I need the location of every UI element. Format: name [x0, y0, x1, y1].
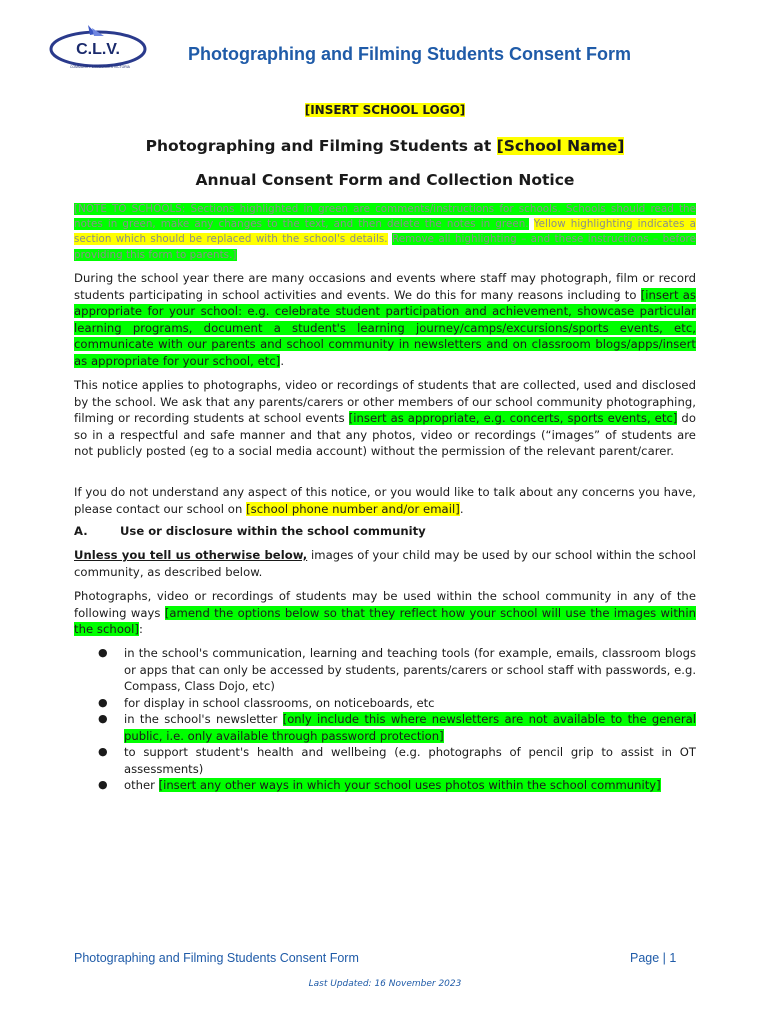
section-number: A.	[74, 524, 88, 538]
paragraph-unless	[74, 547, 696, 580]
footer-title: Photographing and Filming Students Consent Form	[74, 951, 359, 965]
clv-logo	[48, 22, 152, 74]
note-yellow: Yellow highlighting indicates a section which should be replaced with the school's details.	[74, 218, 696, 246]
list-item: ● in the school's communication, learning and teaching tools (for example, emails, classroom blogs or apps that can only be accessed by students, parents/carers or school staff with passwords, e.g. Compass, Class Dojo, etc)	[98, 646, 696, 693]
para2-text: This notice applies to photographs, video or recordings of students that are collected, used and disclosed by the school. We ask that any parents/carers or other members of our school community photographing, filming or recording students at school events	[74, 378, 696, 425]
school-name-placeholder: [School Name]	[496, 137, 625, 155]
paragraph-contact	[74, 484, 696, 517]
page-number: Page | 1	[630, 951, 677, 965]
paragraph-ways	[74, 588, 696, 638]
para5-end: :	[138, 622, 143, 636]
section-a-heading	[74, 524, 426, 538]
insert-logo-placeholder	[74, 103, 696, 117]
logo-text: C.L.V.	[76, 41, 120, 58]
bullet-icon: ●	[98, 695, 108, 709]
para2-green: [insert as appropriate, e.g. concerts, sports events, etc]	[348, 411, 678, 425]
paragraph-occasions	[74, 270, 696, 369]
insert-logo-text: [INSERT SCHOOL LOGO]	[304, 103, 466, 117]
para3-text: If you do not understand any aspect of this notice, or you would like to talk about any concerns you have, please contact our school on	[74, 485, 696, 516]
list-item: ● for display in school classrooms, on noticeboards, etc	[98, 695, 435, 710]
para5-green: [amend the options below so that they reflect how your school will use the images within the school]	[74, 605, 696, 636]
para2-end: do so in a respectful and safe manner and that any photos, video or recordings (“images” of students are not publicly posted (eg to a social media account) without the permission of the relevant parent/carer.	[74, 411, 696, 458]
note-to-schools	[74, 202, 696, 263]
para4-text: images of your child may be used by our school within the school community, as described below.	[74, 548, 696, 579]
logo-subtext: COMMUNITY LANGUAGES VICTORIA	[70, 65, 130, 69]
last-updated: Last Updated: 16 November 2023	[308, 979, 462, 989]
school-contact-placeholder: [school phone number and/or email]	[246, 501, 460, 516]
bullet-icon: ●	[98, 745, 108, 758]
note-green-2: Remove all highlighting – and these instructions – before providing this form to parents.]	[74, 233, 697, 261]
document-heading	[74, 137, 696, 155]
paragraph-notice-applies	[74, 377, 696, 460]
para1-text: During the school year there are many occasions and events where staff may photograph, film or record students participating in school activities and events. We do this for many reasons including to	[74, 271, 696, 302]
heading-text: Photographing and Filming Students at	[145, 137, 497, 155]
para3-end: .	[459, 501, 464, 516]
section-title: Use or disclosure within the school community	[120, 524, 426, 538]
para1-green: [insert as appropriate for your school: e.g. celebrate student participation and achievement, showcase particular learning programs, document a student's learning journey/camps/excursions/sports events, etc, communicate with our parents and school community in newsletters and on classroom blogs/apps/insert as appropriate for your school, etc]	[74, 287, 696, 368]
note-green-1: [NOTE TO SCHOOLS: Sections highlighted in green are comments/instructions for schools. Schools should read the notes in green, make any changes to the text, and then delete the notes in green.	[74, 203, 696, 231]
bullet-icon: ●	[98, 778, 108, 791]
para1-end: .	[280, 353, 285, 368]
list-item: ● in the school's newsletter [only include this where newsletters are not available to the general public, i.e. only available through password protection]	[98, 712, 696, 743]
list-item: ● to support student's health and wellbeing (e.g. photographs of pencil grip to assist in OT assessments)	[98, 745, 696, 776]
list-item: ● other [insert any other ways in which your school uses photos within the school community]	[98, 778, 661, 792]
document-subheading: Annual Consent Form and Collection Notice	[195, 171, 575, 189]
para4-bold: Unless you tell us otherwise below,	[74, 548, 308, 562]
header-title: Photographing and Filming Students Consent Form	[188, 44, 631, 64]
bullet-icon: ●	[98, 646, 108, 659]
para5-text: Photographs, video or recordings of students may be used within the school community in any of the following ways	[74, 589, 696, 620]
bullet-icon: ●	[98, 712, 108, 725]
usage-list	[74, 645, 696, 794]
